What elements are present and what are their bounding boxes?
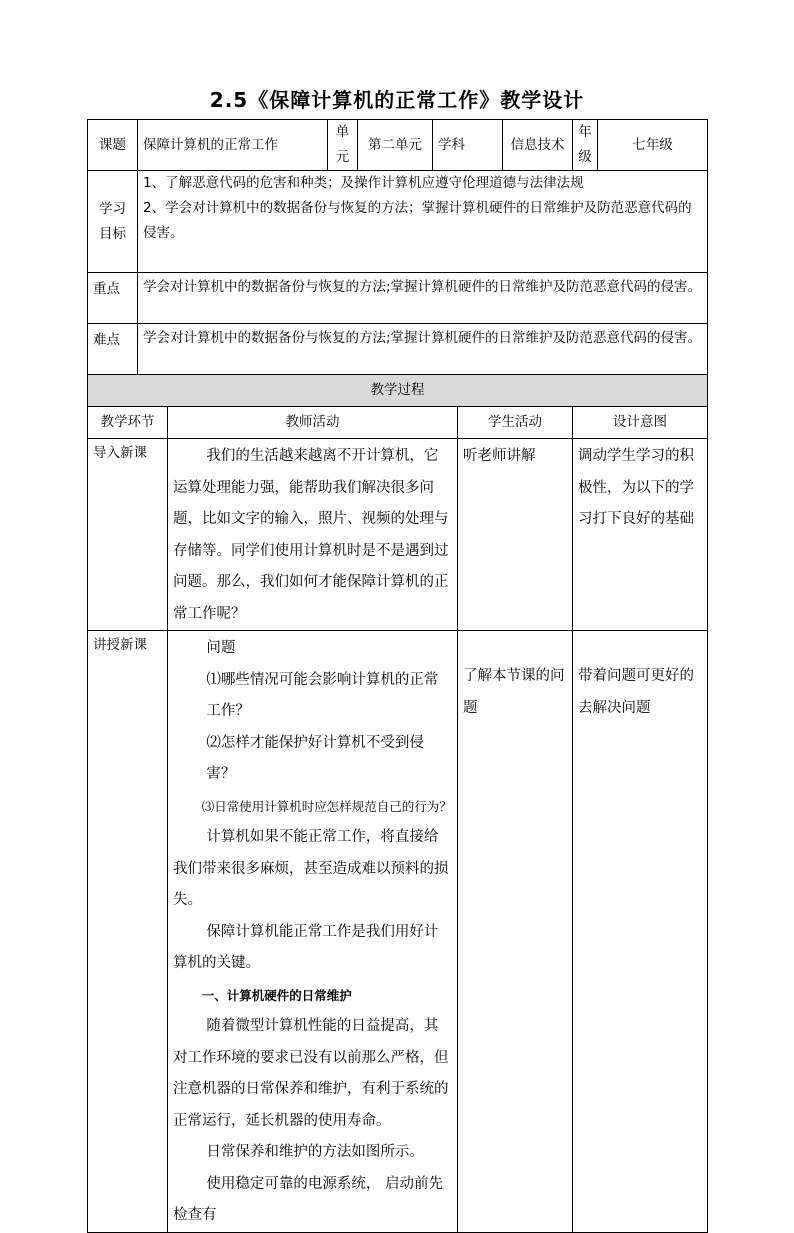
question-1: ⑴哪些情况可能会影响计算机的正常工作？ xyxy=(206,671,439,719)
paragraph-2: 保障计算机能正常工作是我们用好计算机的关键。 xyxy=(173,923,439,971)
unit-label: 单元 xyxy=(328,120,358,171)
question-title: 问题 xyxy=(206,640,236,656)
goals-label-line1: 学习 xyxy=(99,200,126,217)
paragraph-3: 随着微型计算机性能的日益提高，其对工作环境的要求已没有以前那么严格，但注意机器的日常保养和维护，有利于系统的正常运行，延长机器的使用寿命。 xyxy=(173,1018,449,1129)
column-header-teacher: 教师活动 xyxy=(168,407,458,439)
process-header-row xyxy=(88,375,708,407)
column-header-student: 学生活动 xyxy=(458,407,573,439)
grade-label: 年级 xyxy=(573,120,598,171)
table-row-intro xyxy=(88,439,708,631)
teacher-activity-new-lesson xyxy=(168,631,458,1233)
stage-intro: 导入新课 xyxy=(88,439,168,631)
difficulty-text: 学会对计算机中的数据备份与恢复的方法;掌握计算机硬件的日常维护及防范恶意代码的侵害。 xyxy=(138,324,708,375)
difficulty-row xyxy=(88,324,708,375)
goals-row xyxy=(88,171,708,273)
table-row-new-lesson xyxy=(88,631,708,1233)
key-point-text: 学会对计算机中的数据备份与恢复的方法;掌握计算机硬件的日常维护及防范恶意代码的侵害。 xyxy=(138,273,708,324)
subject-value: 信息技术 xyxy=(503,120,573,171)
question-2: ⑵怎样才能保护好计算机不受到侵害？ xyxy=(206,734,424,782)
goal-item-1: 1、了解恶意代码的危害和种类；及操作计算机应遵守伦理道德与法律法规 xyxy=(143,175,584,191)
design-intent-new-lesson: 带着问题可更好的去解决问题 xyxy=(573,631,708,1233)
column-header-row xyxy=(88,407,708,439)
document-title: 2.5《保障计算机的正常工作》教学设计 xyxy=(209,88,585,112)
goals-content xyxy=(138,171,708,273)
question-3: ⑶日常使用计算机时应怎样规范自己的行为？ xyxy=(201,798,452,814)
unit-value: 第二单元 xyxy=(358,120,433,171)
column-header-intent: 设计意图 xyxy=(573,407,708,439)
difficulty-label: 难点 xyxy=(88,324,138,375)
student-activity-new-lesson: 了解本节课的问题 xyxy=(458,631,573,1233)
topic-value: 保障计算机的正常工作 xyxy=(138,120,328,171)
stage-new-lesson: 讲授新课 xyxy=(88,631,168,1233)
design-intent-intro: 调动学生学习的积极性，为以下的学习打下良好的基础 xyxy=(573,439,708,631)
topic-label: 课题 xyxy=(88,120,138,171)
goals-label xyxy=(88,171,138,273)
teacher-activity-intro: 我们的生活越来越离不开计算机，它运算处理能力强，能帮助我们解决很多问题，比如文字的输入，照片、视频的处理与存储等。同学们使用计算机时是不是遇到过问题。那么，我们如何才能保障计算机的正常工作呢？ xyxy=(168,439,458,631)
process-header: 教学过程 xyxy=(88,375,708,407)
student-activity-intro: 听老师讲解 xyxy=(458,439,573,631)
key-point-row xyxy=(88,273,708,324)
goal-item-2: 2、学会对计算机中的数据备份与恢复的方法；掌握计算机硬件的日常维护及防范恶意代码的侵害。 xyxy=(143,200,692,241)
paragraph-1: 计算机如果不能正常工作，将直接给我们带来很多麻烦，甚至造成难以预料的损失。 xyxy=(173,829,449,908)
goals-label-line2: 目标 xyxy=(99,225,126,242)
column-header-stage: 教学环节 xyxy=(88,407,168,439)
paragraph-4: 日常保养和维护的方法如图所示。 xyxy=(206,1144,424,1160)
grade-value: 七年级 xyxy=(598,120,708,171)
lesson-plan-table xyxy=(87,119,708,1233)
info-row xyxy=(88,120,708,171)
subject-label: 学科 xyxy=(433,120,503,171)
key-point-label: 重点 xyxy=(88,273,138,324)
paragraph-5: 使用稳定可靠的电源系统， 启动前先检查有 xyxy=(173,1175,443,1223)
section-heading: 一、计算机硬件的日常维护 xyxy=(201,987,352,1003)
